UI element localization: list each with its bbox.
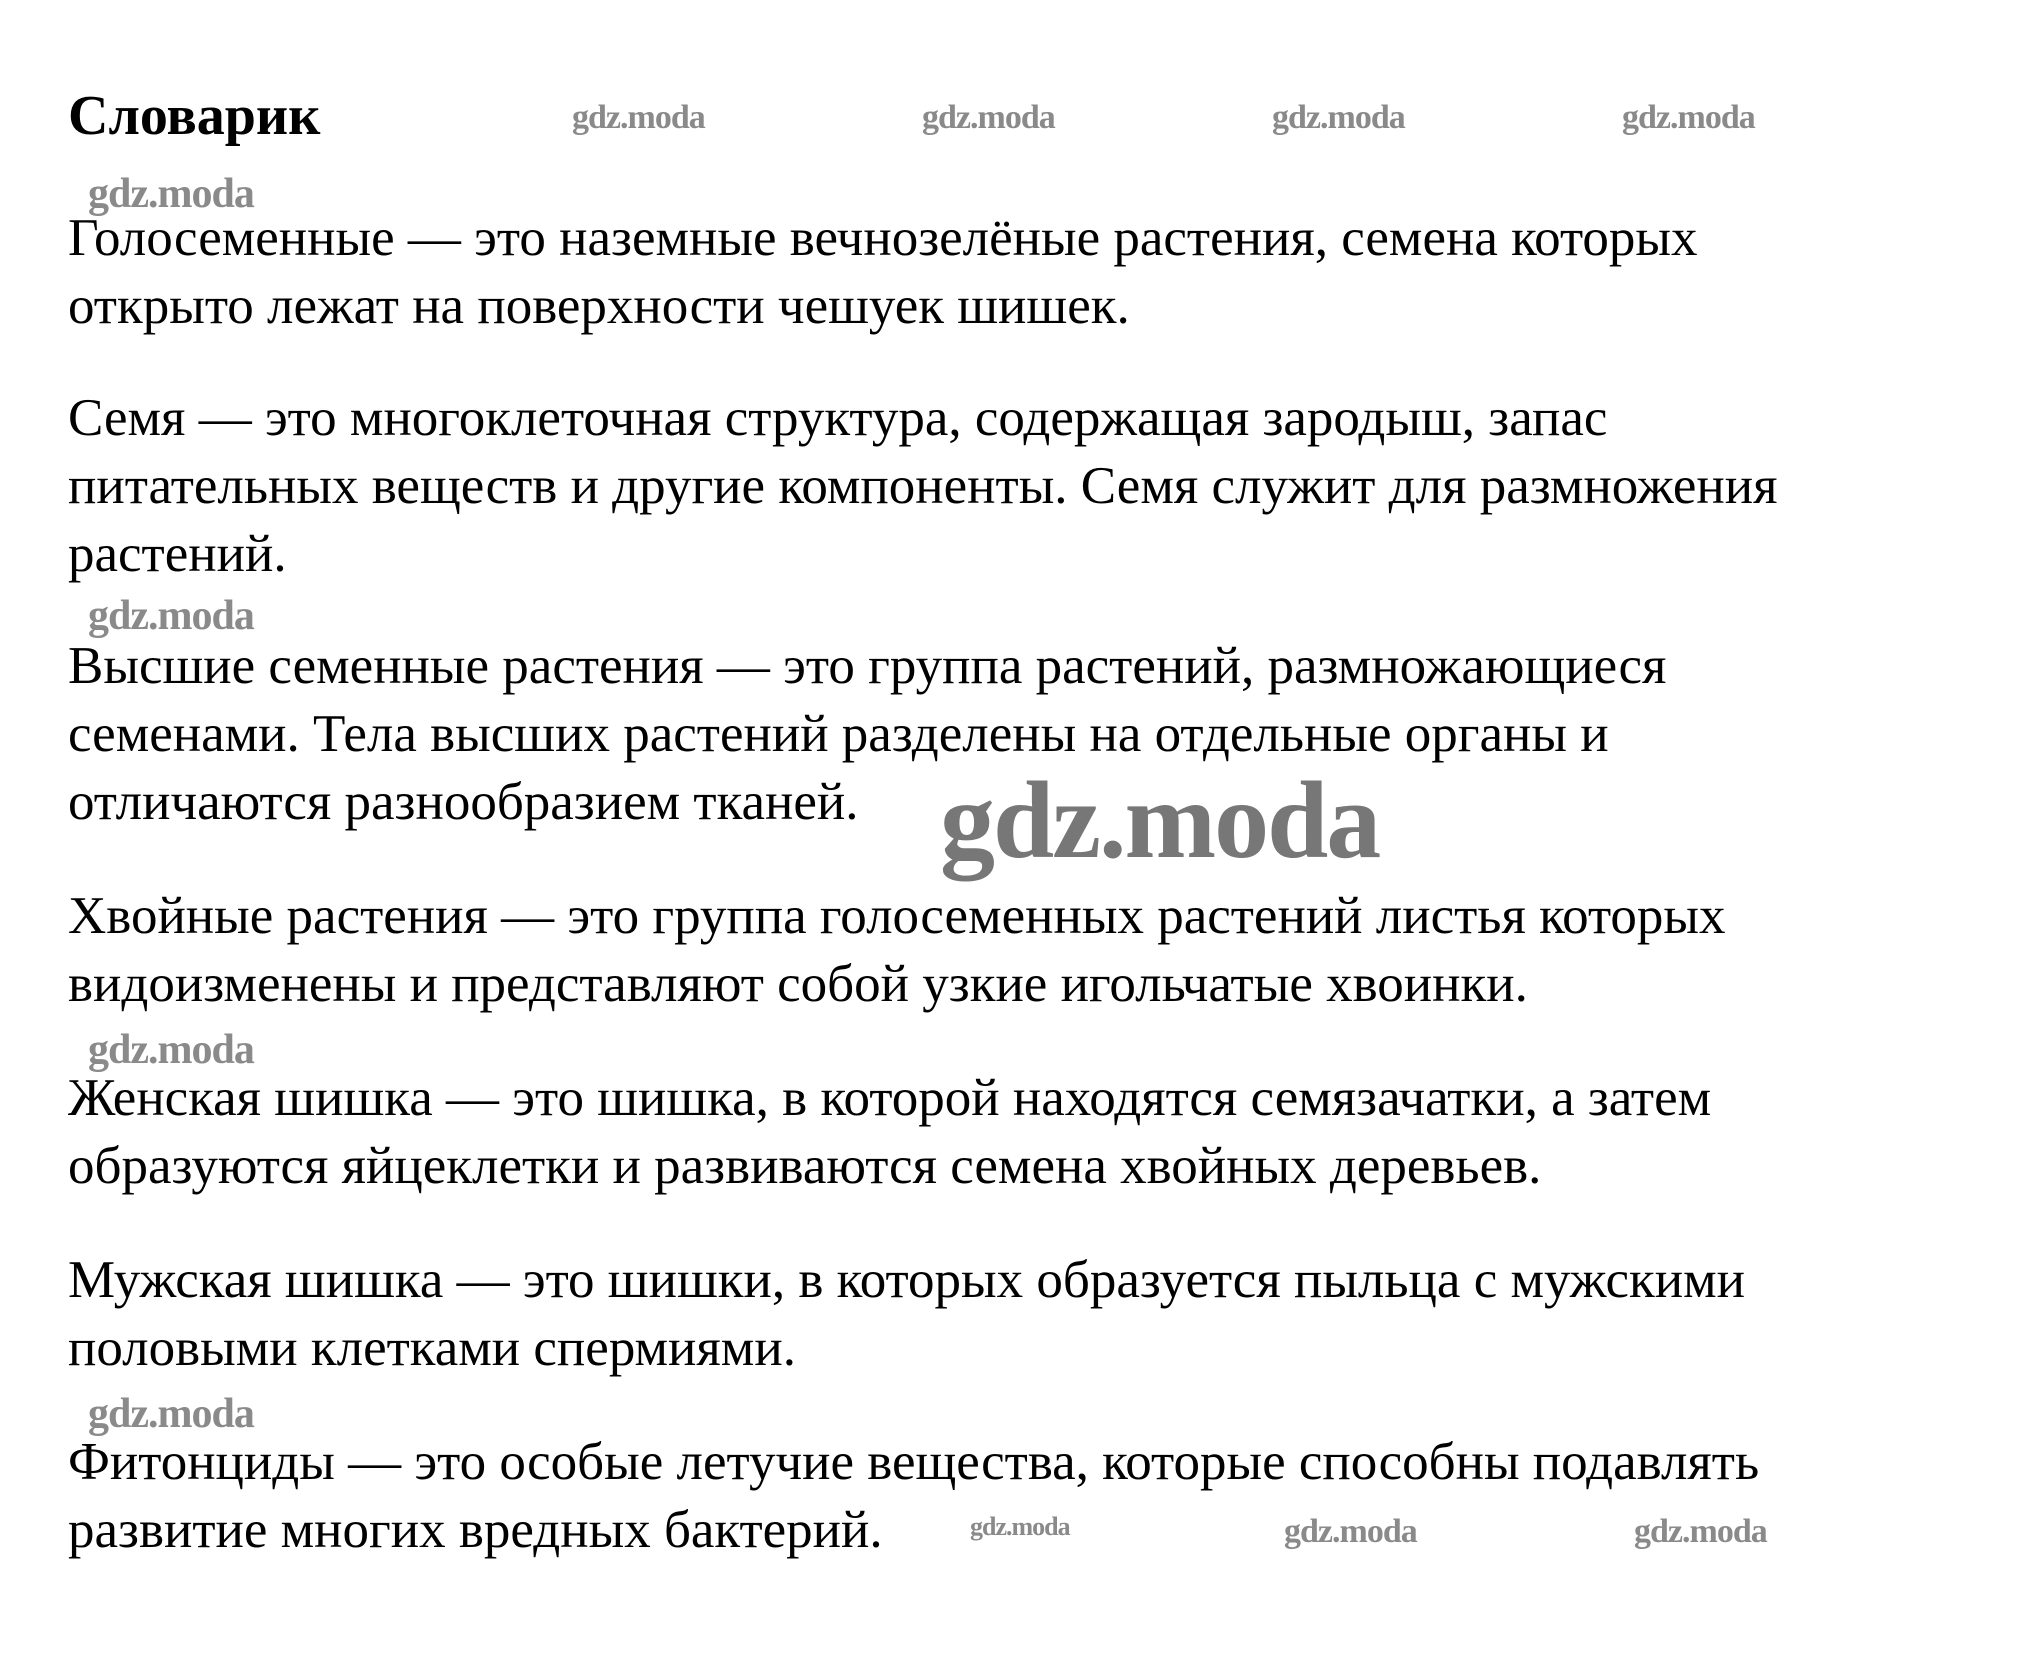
paragraph-line: Хвойные растения — это группа голосеменных растений листья которых (68, 887, 1726, 945)
definition-paragraph (68, 1064, 1998, 1200)
watermark: gdz.moda (1272, 99, 1405, 136)
definition-paragraph (68, 384, 1998, 588)
paragraph-line: Высшие семенные растения — это группа растений, размножающиеся (68, 637, 1667, 695)
definition-paragraph (68, 204, 1998, 340)
paragraph-line: Голосеменные — это наземные вечнозелёные растения, семена которых (68, 209, 1698, 267)
paragraph-line: питательных веществ и другие компоненты. Семя служит для размножения (68, 457, 1778, 515)
watermark: gdz.moda (88, 1027, 254, 1073)
watermark: gdz.moda (1634, 1513, 1767, 1550)
watermark: gdz.moda (1622, 99, 1755, 136)
paragraph-line: растений. (68, 525, 287, 583)
paragraph-line: развитие многих вредных бактерий. (68, 1501, 883, 1559)
definition-paragraph (68, 882, 1998, 1018)
watermark: gdz.moda (572, 99, 705, 136)
definition-paragraph (68, 1246, 1998, 1382)
paragraph-line: семенами. Тела высших растений разделены на отдельные органы и (68, 705, 1609, 763)
paragraph-line: Фитонциды — это особые летучие вещества, которые способны подавлять (68, 1433, 1760, 1491)
paragraph-line: Женская шишка — это шишка, в которой находятся семязачатки, а затем (68, 1069, 1712, 1127)
watermark: gdz.moda (970, 1512, 1070, 1541)
watermark: gdz.moda (922, 99, 1055, 136)
watermark: gdz.moda (88, 1391, 254, 1437)
paragraph-line: Семя — это многоклеточная структура, содержащая зародыш, запас (68, 389, 1608, 447)
paragraph-line: половыми клетками спермиями. (68, 1319, 796, 1377)
watermark: gdz.moda (1284, 1513, 1417, 1550)
paragraph-line: отличаются разнообразием тканей. (68, 773, 859, 831)
watermark: gdz.moda (88, 593, 254, 639)
paragraph-line: Мужская шишка — это шишки, в которых образуется пыльца с мужскими (68, 1251, 1746, 1309)
page-title: Словарик (68, 85, 321, 147)
watermark-large: gdz.moda (940, 759, 1380, 881)
paragraph-line: видоизменены и представляют собой узкие игольчатые хвоинки. (68, 955, 1528, 1013)
watermark: gdz.moda (88, 171, 254, 217)
paragraph-line: образуются яйцеклетки и развиваются семена хвойных деревьев. (68, 1137, 1542, 1195)
paragraph-line: открыто лежат на поверхности чешуек шишек. (68, 277, 1130, 335)
